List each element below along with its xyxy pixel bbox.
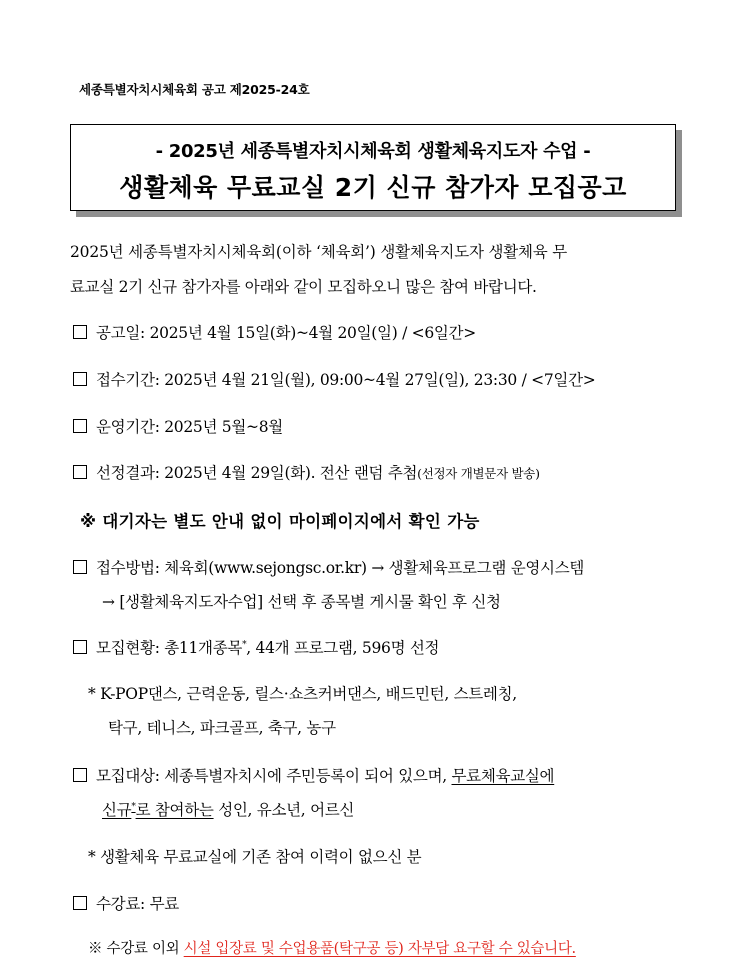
method-text-line-1: 접수방법: 체육회(www.sejongsc.or.kr) → 생활체육프로그램 운영시스템	[96, 559, 585, 577]
fee-note	[88, 937, 576, 958]
sports-list-line-1: * K-POP댄스, 근력운동, 릴스·쇼츠커버댄스, 배드민턴, 스트레칭,	[88, 685, 517, 703]
checkbox-icon	[73, 325, 87, 339]
target-underline-1: 무료체육교실에	[451, 767, 555, 785]
fee-text: 수강료: 무료	[96, 895, 179, 913]
status-suffix: , 44개 프로그램, 596명 선정	[246, 639, 440, 657]
operation-text: 운영기간: 2025년 5월~8월	[96, 418, 283, 436]
target-note: * 생활체육 무료교실에 기존 참여 이력이 없으신 분	[88, 848, 422, 866]
notice-number: 세종특별자치시체육회 공고 제2025-24호	[79, 82, 310, 97]
reception-text: 접수기간: 2025년 4월 21일(월), 09:00~4월 27일(일), 23:30 / <7일간>	[96, 371, 596, 389]
announcement-text: 공고일: 2025년 4월 15일(화)~4월 20일(일) / <6일간>	[96, 324, 476, 342]
fee-note-emphasis: 시설 입장료 및 수업용품(탁구공 등) 자부담 요구할 수 있습니다.	[183, 941, 576, 957]
target-line-2	[102, 798, 354, 820]
checkbox-icon	[73, 768, 87, 782]
checkbox-icon	[73, 896, 87, 910]
intro-line-2: 료교실 2기 신규 참가자를 아래와 같이 모집하오니 많은 참여 바랍니다.	[70, 278, 537, 296]
checkbox-icon	[73, 465, 87, 479]
page-title: 생활체육 무료교실 2기 신규 참가자 모집공고	[119, 173, 627, 202]
waitlist-note: ※ 대기자는 별도 안내 없이 마이페이지에서 확인 가능	[80, 512, 480, 531]
target-prefix: 모집대상: 세종특별자치시에 주민등록이 되어 있으며,	[96, 767, 452, 785]
selection-item	[73, 461, 540, 483]
title-box	[70, 124, 676, 211]
operation-item	[73, 415, 283, 437]
reception-item	[73, 368, 595, 390]
status-footnote-mark: *	[242, 640, 247, 650]
checkbox-icon	[73, 419, 87, 433]
status-item	[73, 636, 439, 658]
announcement-item	[73, 321, 476, 343]
selection-note: (선정자 개별문자 발송)	[417, 466, 540, 481]
status-prefix: 모집현황: 총11개종목	[96, 639, 243, 657]
intro-line-1: 2025년 세종특별자치시체육회(이하 ‘체육회’) 생활체육지도자 생활체육 무	[70, 243, 568, 261]
fee-note-prefix: ※ 수강료 이외	[88, 941, 184, 957]
sports-list-line-2: 탁구, 테니스, 파크골프, 축구, 농구	[108, 719, 336, 737]
method-text-line-2: → [생활체육지도자수업] 선택 후 종목별 게시물 확인 후 신청	[102, 593, 501, 611]
target-footnote-mark: *	[131, 802, 136, 812]
method-item	[73, 556, 584, 578]
checkbox-icon	[73, 640, 87, 654]
title-subtitle: - 2025년 세종특별자치시체육회 생활체육지도자 수업 -	[155, 141, 591, 162]
selection-text: 선정결과: 2025년 4월 29일(화). 전산 랜덤 추첨	[96, 464, 418, 482]
target-underline-2b: 로 참여하는	[135, 801, 214, 819]
target-suffix: 성인, 유소년, 어르신	[213, 801, 355, 819]
fee-item	[73, 892, 179, 914]
target-item	[73, 764, 554, 786]
checkbox-icon	[73, 560, 87, 574]
checkbox-icon	[73, 372, 87, 386]
target-underline-2a: 신규	[102, 801, 132, 819]
